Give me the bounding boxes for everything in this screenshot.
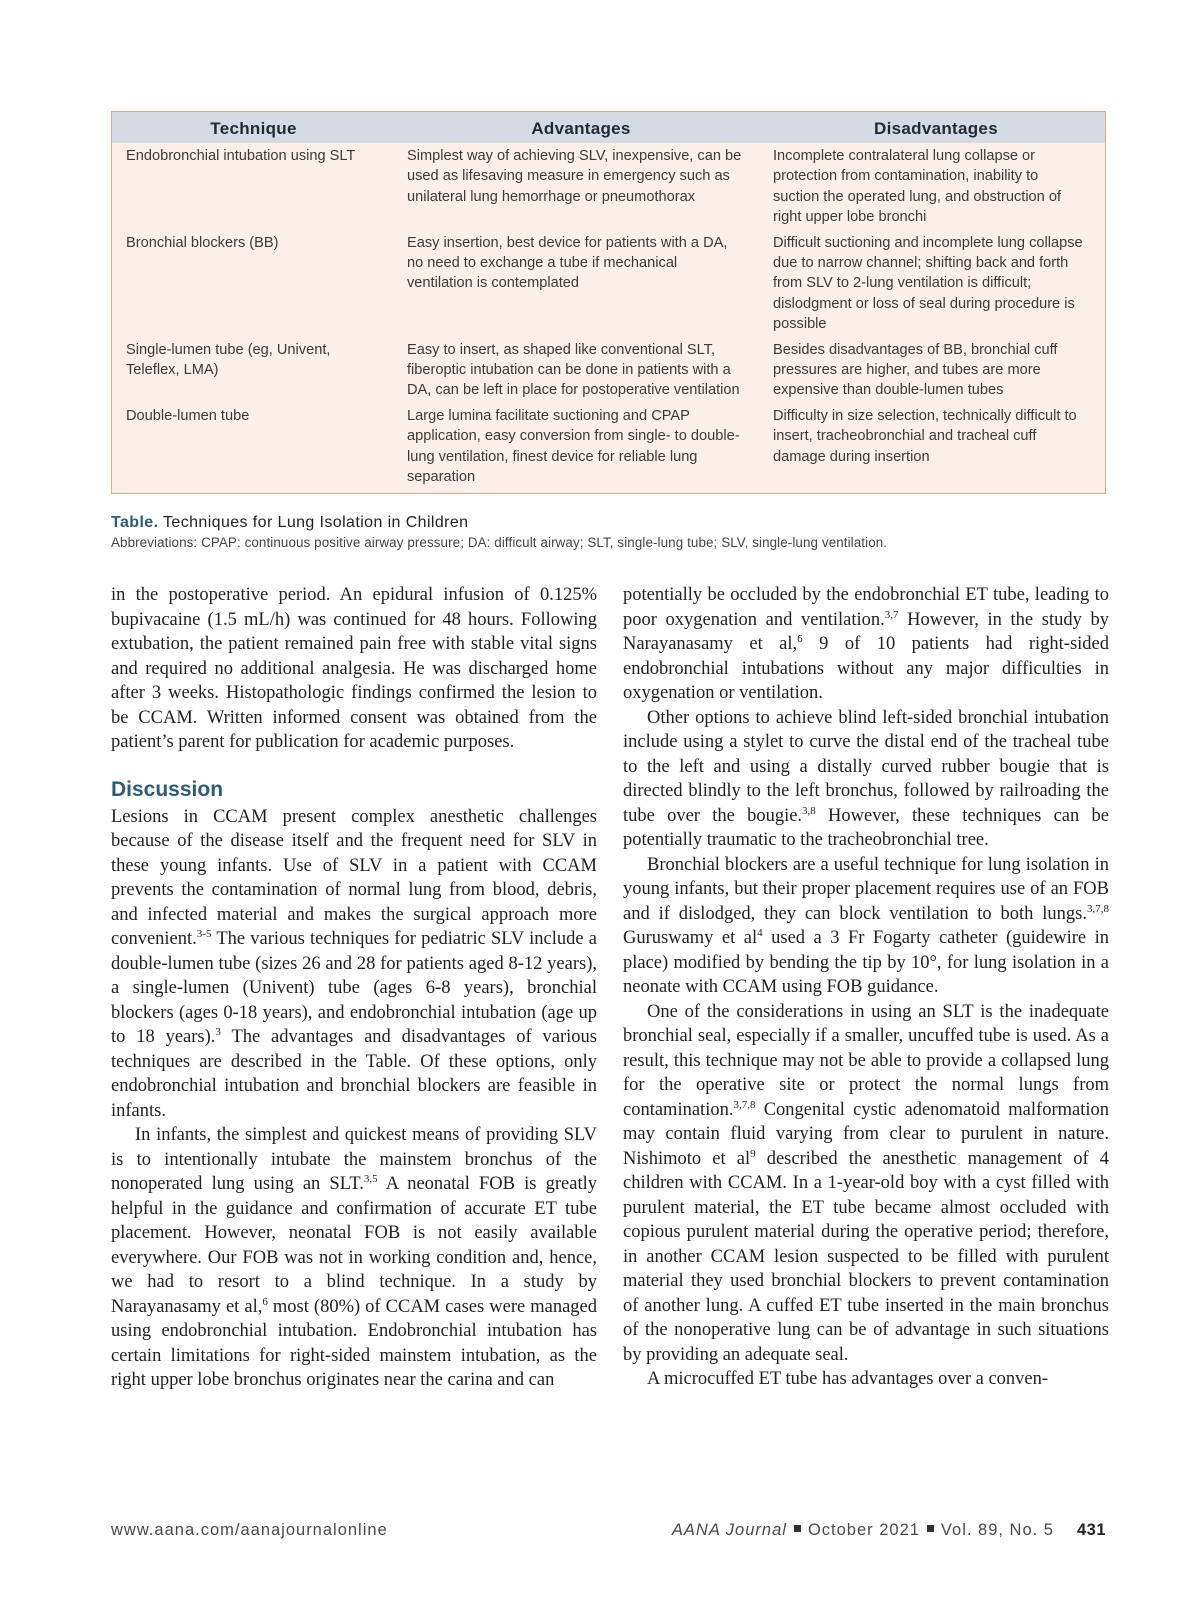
paragraph: [111, 1123, 597, 1393]
journal-name: AANA Journal: [671, 1521, 787, 1539]
paragraph: [623, 583, 1109, 706]
left-column: [111, 583, 597, 1393]
text-run: Guruswamy et al: [623, 928, 758, 948]
cell-advantages: Large lumina facilitate suctioning and CPAP application, easy conversion from single- to double-lung ventilation, finest device for reliable lung separation: [407, 407, 740, 486]
citation-ref: 3,7,8: [1087, 902, 1109, 915]
citation-ref: 3,5: [363, 1173, 378, 1185]
cell-technique: Bronchial blockers (BB): [126, 234, 279, 251]
techniques-table: [111, 111, 1106, 494]
cell-disadvantages: Incomplete contralateral lung collapse or protection from contamination, inability to suction the operated lung, and obstruction of right upper lobe bronchi: [773, 148, 1062, 226]
page-number: 431: [1076, 1521, 1106, 1539]
header-advantages: Advantages: [395, 112, 767, 143]
bullet-separator: [927, 1525, 934, 1532]
right-column: [623, 583, 1109, 1392]
cell-technique: Double-lumen tube: [126, 407, 250, 424]
text-run: Lesions in CCAM present complex anesthetic challenges because of the disease itself and the frequent need for SLV in these young infants. Use of SLV in a patient with CCAM prevents the contamination of normal lung from blood, debris, and infected material and makes the surgical approach more convenient.: [111, 806, 597, 949]
paragraph: [623, 706, 1109, 853]
citation-ref: 3,7: [884, 608, 899, 621]
table-caption: [111, 514, 1106, 550]
journal-citation: [672, 1521, 1054, 1540]
text-run: However, these techniques can be potentially traumatic to the tracheobronchial tree.: [623, 805, 1109, 850]
text-run: Other options to achieve blind left-sided bronchial intubation include using a stylet to curve the distal end of the tracheal tube to the left and using a distally curved rubber bougie that is directed blindly to the left bronchus, followed by railroading the tube over the bougie.: [623, 707, 1109, 826]
citation-ref: 6: [797, 633, 803, 645]
citation-ref: 9: [750, 1147, 756, 1160]
table-row: [112, 406, 1105, 493]
text-run: potentially be occluded by the endobronchial ET tube, leading to poor oxygenation and ventilation.: [623, 585, 1109, 630]
table-row: [112, 233, 1105, 340]
volume-number: Vol. 89, No. 5: [940, 1521, 1054, 1539]
citation-ref: 4: [757, 927, 763, 939]
citation-ref: 6: [262, 1295, 268, 1308]
caption-abbreviations: Abbreviations: CPAP: continuous positive airway pressure; DA: difficult airway; SLT, single-lung tube; SLV, single-lung ventilation.: [111, 535, 888, 550]
text-run: Congenital cystic adenomatoid malformation may contain fluid varying from clear to purulent in nature. Nishimoto et al: [623, 1099, 1109, 1169]
header-technique: Technique: [112, 112, 395, 143]
caption-title: Techniques for Lung Isolation in Children: [163, 514, 469, 531]
citation-ref: 3,7,8: [733, 1098, 756, 1111]
paragraph: A microcuffed ET tube has advantages over a conven-: [647, 1369, 1049, 1389]
cell-advantages: Simplest way of achieving SLV, inexpensive, can be used as lifesaving measure in emergency such as unilateral lung hemorrhage or pneumothorax: [407, 148, 742, 205]
journal-url[interactable]: www.aana.com/aanajournalonline: [111, 1521, 388, 1539]
text-run: A neonatal FOB is greatly helpful in the guidance and confirmation of accurate ET tube placement. However, neonatal FOB is not easily available everywhere. Our FOB was not in working condition and, hence, we had to resort to a blind technique. In a study by Narayanasamy et al,: [111, 1174, 597, 1317]
text-run: In infants, the simplest and quickest means of providing SLV is to intentionally intubate the mainstem bronchus of the nonoperated lung using an SLT.: [111, 1125, 597, 1194]
cell-disadvantages: Difficulty in size selection, technically difficult to insert, tracheobronchial and tracheal cuff damage during insertion: [773, 407, 1077, 465]
table: [112, 112, 1105, 493]
cell-advantages: Easy insertion, best device for patients with a DA, no need to exchange a tube if mechanical ventilation is contemplated: [407, 234, 728, 292]
text-run: most (80%) of CCAM cases were managed using endobronchial intubation. Endobronchial intubation has certain limitations for right-sided mainstem intubation, as the right upper lobe bronchus originates near the carina and can: [111, 1296, 598, 1390]
caption-label: Table.: [111, 514, 159, 531]
table-row: [112, 340, 1105, 406]
text-run: The various techniques for pediatric SLV include a double-lumen tube (sizes 26 and 28 for patients aged 8-12 years), a single-lumen (Univent) tube (ages 6-8 years), bronchial blockers (ages 0-18 years), and endobronchial intubation (age up to 18 years).: [111, 929, 597, 1047]
cell-technique: Single-lumen tube (eg, Univent, Teleflex, LMA): [126, 341, 331, 379]
text-run: However, in the study by Narayanasamy et al,: [623, 609, 1109, 654]
caption-title-line: [111, 514, 1106, 532]
cell-advantages: Easy to insert, as shaped like conventional SLT, fiberoptic intubation can be done in patients with a DA, can be left in place for postoperative ventilation: [407, 341, 740, 399]
text-run: The advantages and disadvantages of various techniques are described in the Table. Of these options, only endobronchial intubation and bronchial blockers are feasible in infants.: [111, 1027, 597, 1121]
section-heading-discussion: Discussion: [111, 777, 224, 801]
citation-ref: 3,8: [802, 804, 816, 817]
cell-disadvantages: Besides disadvantages of BB, bronchial cuff pressures are higher, and tubes are more expensive than double-lumen tubes: [773, 341, 1058, 399]
header-disadvantages: Disadvantages: [767, 112, 1105, 143]
cell-disadvantages: Difficult suctioning and incomplete lung collapse due to narrow channel; shifting back and forth from SLV to 2-lung ventilation is difficult; dislodgment or loss of seal during procedure is possible: [773, 234, 1083, 333]
table-header-row: [112, 112, 1105, 143]
issue-date: October 2021: [807, 1521, 920, 1539]
text-run: Bronchial blockers are a useful technique for lung isolation in young infants, but their proper placement requires use of an FOB and if dislodged, they can block ventilation to both lungs.: [623, 854, 1109, 924]
table-row: [112, 143, 1105, 233]
paragraph: [623, 853, 1109, 1000]
citation-ref: 3-5: [196, 928, 212, 940]
cell-technique: Endobronchial intubation using SLT: [126, 148, 356, 164]
text-run: 9 of 10 patients had right-sided endobronchial intubations without any major difficulties in oxygenation or ventilation.: [623, 634, 1109, 703]
text-run: described the anesthetic management of 4 children with CCAM. In a 1-year-old boy with a cyst filled with purulent material, the ET tube became almost occluded with copious purulent material during the operative period; therefore, in another CCAM lesion suspected to be filled with purulent material they used bronchial blockers to prevent contamination of another lung. A cuffed ET tube inserted in the main bronchus of the nonoperative lung can be of advantage in such situations by providing an adequate seal.: [623, 1148, 1110, 1365]
paragraph: [111, 805, 597, 1124]
paragraph: [623, 1000, 1109, 1368]
paragraph: in the postoperative period. An epidural infusion of 0.125% bupivacaine (1.5 mL/h) was continued for 48 hours. Following extubation, the patient remained pain free with stable vital signs and required no additional analgesia. He was discharged home after 3 weeks. Histopathologic findings confirmed the lesion to be CCAM. Written informed consent was obtained from the patient’s parent for publication for academic purposes.: [111, 585, 597, 752]
text-run: One of the considerations in using an SLT is the inadequate bronchial seal, especially if a smaller, uncuffed tube is used. As a result, this technique may not be able to provide a collapsed lung for the operative site or protect the normal lungs from contamination.: [623, 1001, 1109, 1120]
citation-ref: 3: [215, 1026, 221, 1038]
bullet-separator: [794, 1525, 801, 1532]
text-run: used a 3 Fr Fogarty catheter (guidewire in place) modified by bending the tip by 10°, for lung isolation in a neonate with CCAM using FOB guidance.: [623, 928, 1109, 997]
